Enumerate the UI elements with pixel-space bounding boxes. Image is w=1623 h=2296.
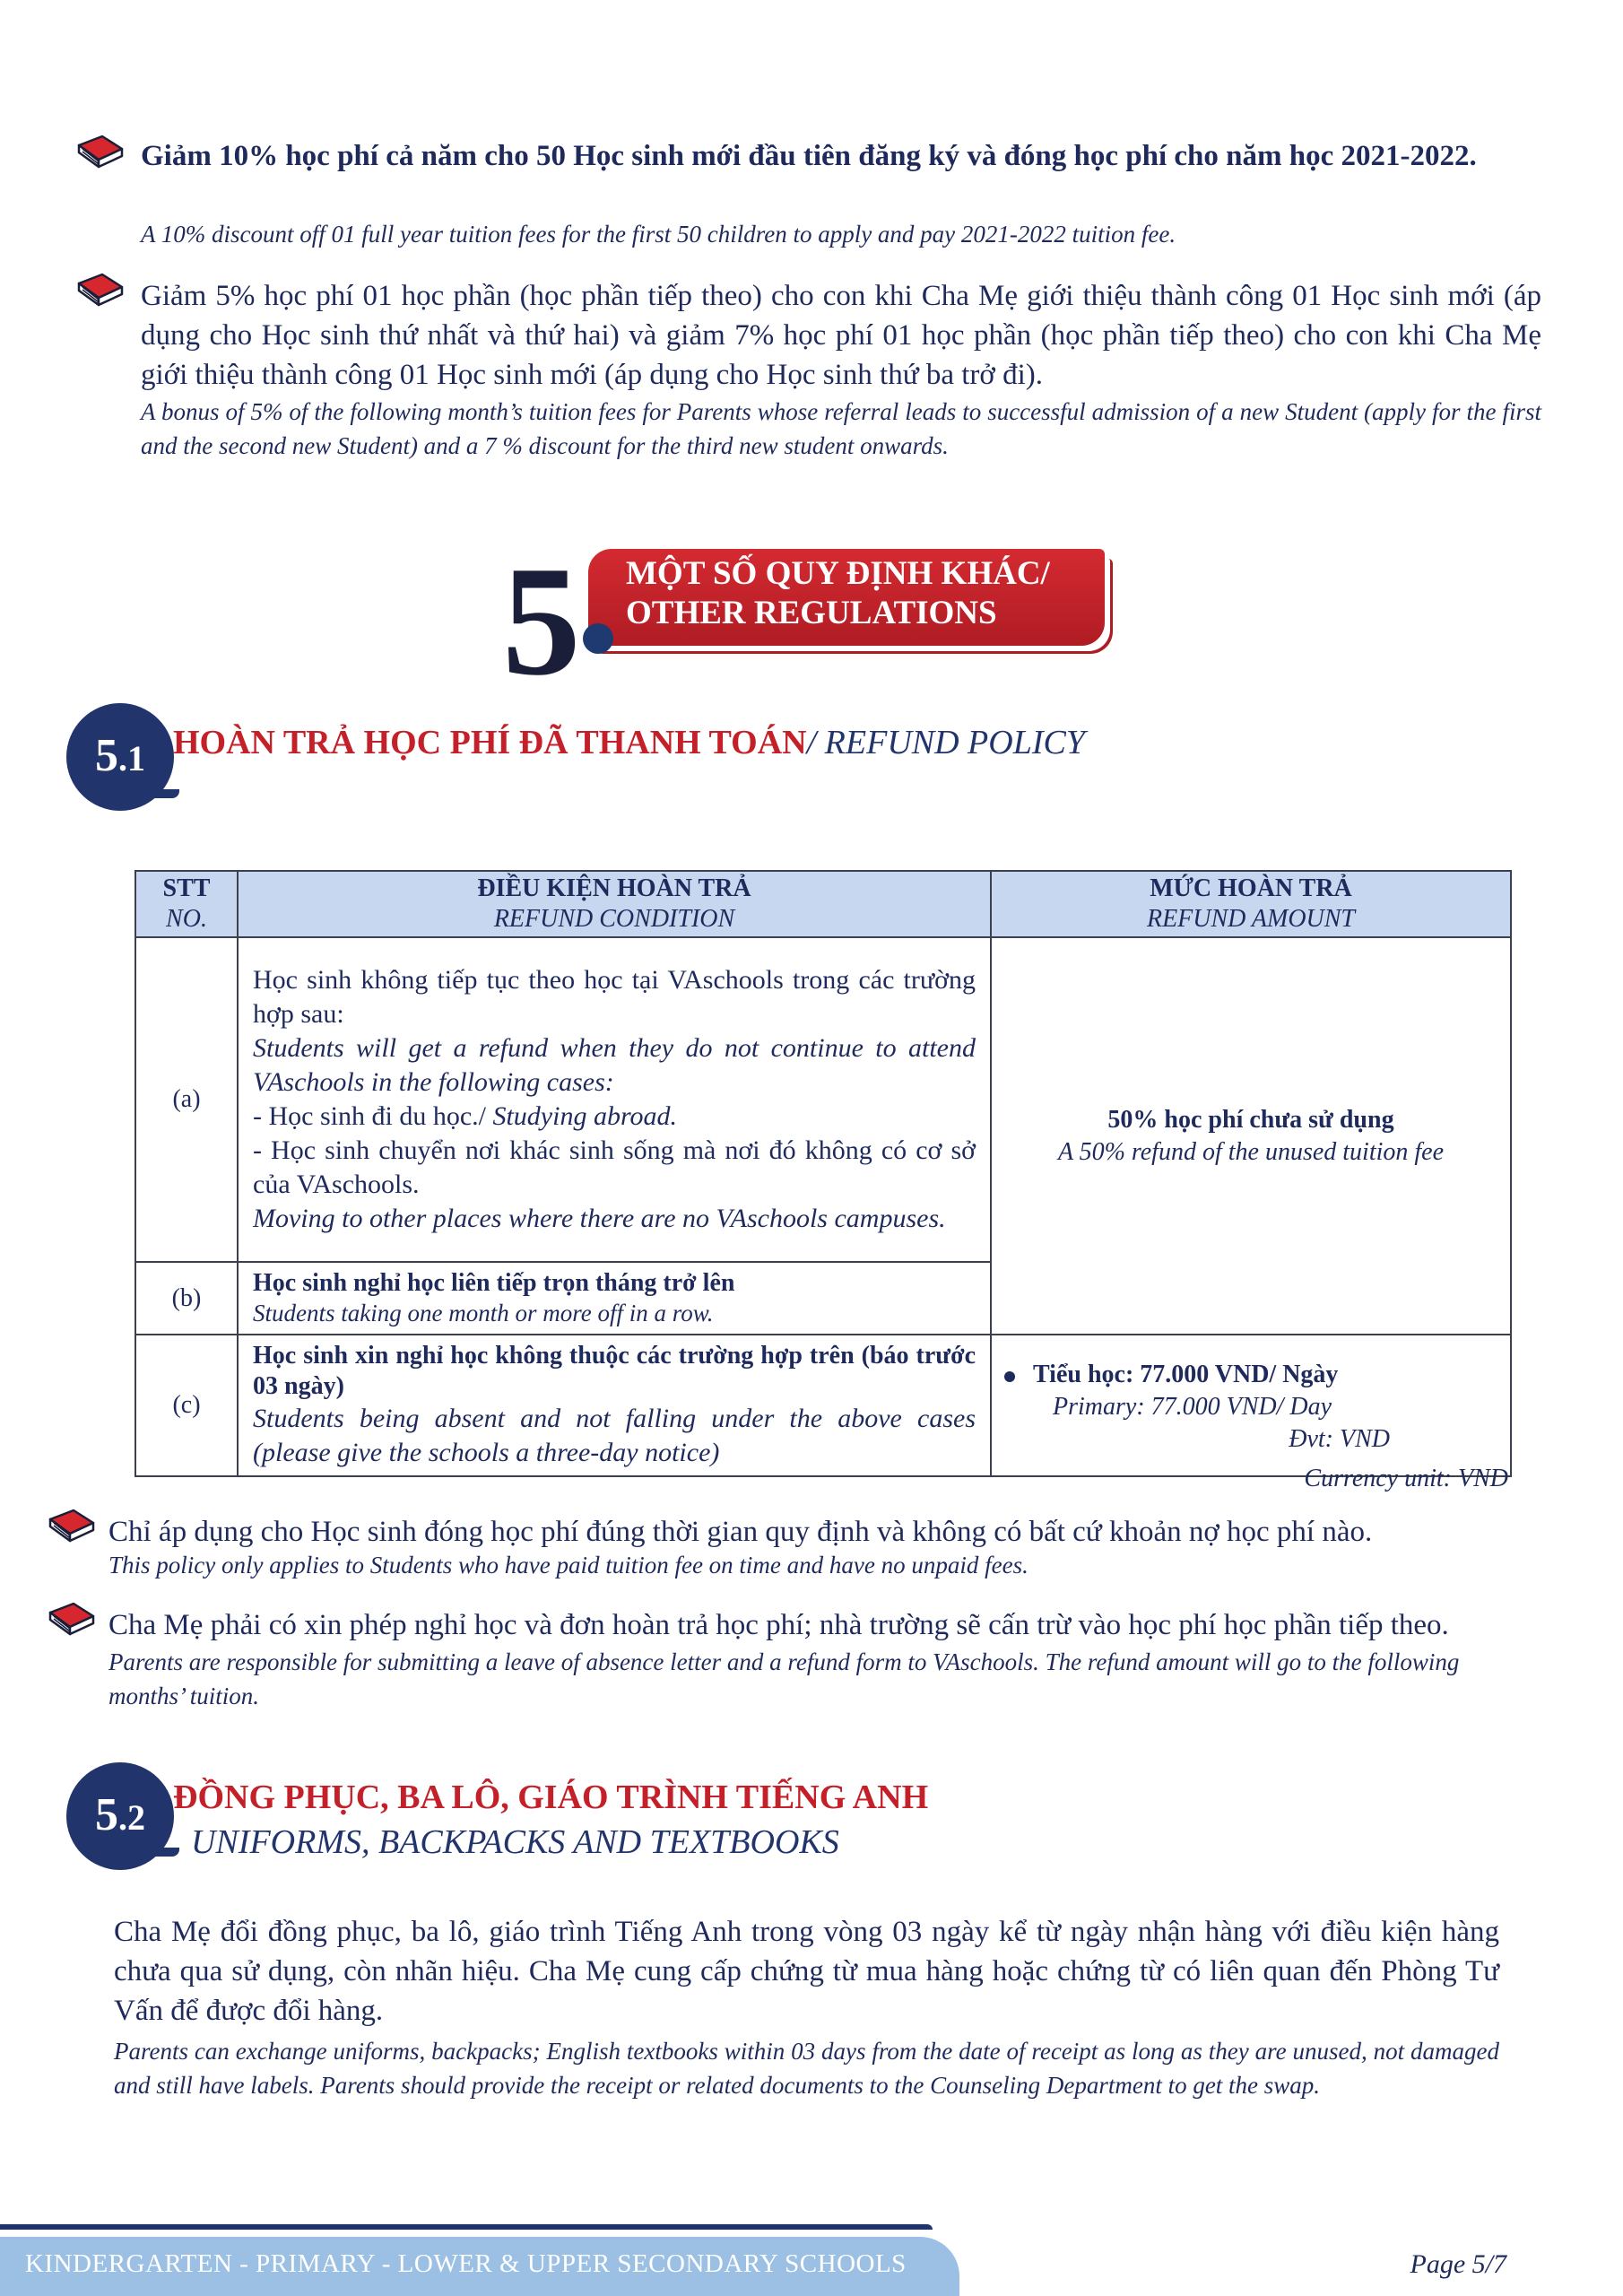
policy-note-2-vi: Cha Mẹ phải có xin phép nghỉ học và đơn hoàn trả học phí; nhà trường sẽ cấn trừ vào học phí học phần tiếp theo. bbox=[108, 1609, 1449, 1641]
bullet-dot bbox=[1004, 1371, 1015, 1382]
page-number: Page 5/7 bbox=[1410, 2249, 1506, 2279]
row-a-condition: Học sinh không tiếp tục theo học tại VAschools trong các trường hợp sau: Students will get a refund when they do not continue to attend VAschools in the following cases: - Học sinh đi du học./ Studying abroad. - Học sinh chuyển nơi khác sinh sống mà nơi đó không có cơ sở của VAschools. Moving to other places where there are no VAschools campuses. bbox=[238, 937, 991, 1262]
header-condition: ĐIỀU KIỆN HOÀN TRẢ REFUND CONDITION bbox=[238, 871, 991, 937]
badge-swoosh bbox=[108, 1848, 179, 1857]
section-title-banner bbox=[588, 549, 1105, 646]
bullet-2-vi: Giảm 5% học phí 01 học phần (học phần tiếp theo) cho con khi Cha Mẹ giới thiệu thành công 01 Học sinh mới (áp dụng cho Học sinh thứ nhất và thứ hai) và giảm 7% học phí 01 học phần (học phần tiếp theo) cho con khi Cha Mẹ giới thiệu thành công 01 Học sinh mới (áp dụng cho Học sinh thứ ba trở đi). bbox=[141, 280, 1541, 391]
badge-swoosh bbox=[108, 789, 179, 798]
red-book-stack-icon bbox=[47, 1600, 97, 1639]
amount-c: Tiểu học: 77.000 VND/ Ngày Primary: 77.000 VND/ Day Đvt: VND bbox=[991, 1335, 1511, 1476]
refund-table bbox=[135, 870, 1512, 1477]
table-row bbox=[135, 1335, 1511, 1476]
policy-note-2-en: Parents are responsible for submitting a leave of absence letter and a refund form to VAschools. The refund amount will go to the following months’ tuition. bbox=[108, 1648, 1460, 1709]
subsection-5-1-title bbox=[173, 721, 1085, 764]
section-title-line1: MỘT SỐ QUY ĐỊNH KHÁC/ bbox=[626, 555, 1050, 592]
red-book-stack-icon bbox=[75, 271, 126, 310]
red-book-stack-icon bbox=[47, 1507, 97, 1546]
row-b-stt: (b) bbox=[135, 1262, 238, 1335]
currency-unit-note: Currency unit: VND bbox=[1304, 1465, 1508, 1492]
policy-note-1-en: This policy only applies to Students who have paid tuition fee on time and have no unpaid fees. bbox=[108, 1552, 1028, 1578]
bullet-1-en: A 10% discount off 01 full year tuition fees for the first 50 children to apply and pay 2021-2022 tuition fee. bbox=[141, 221, 1176, 248]
bullet-1-vi: Giảm 10% học phí cả năm cho 50 Học sinh mới đầu tiên đăng ký và đóng học phí cho năm học 2021-2022. bbox=[141, 140, 1477, 172]
table-row bbox=[135, 937, 1511, 1262]
exchange-policy-vi: Cha Mẹ đổi đồng phục, ba lô, giáo trình Tiếng Anh trong vòng 03 ngày kể từ ngày nhận hàng với điều kiện hàng chưa qua sử dụng, còn nhãn hiệu. Cha Mẹ cung cấp chứng từ mua hàng hoặc chứng từ có liên quan đến Phòng Tư Vấn để được đổi hàng. bbox=[114, 1916, 1499, 2027]
section-dot bbox=[583, 623, 613, 654]
red-book-stack-icon bbox=[75, 133, 126, 172]
footer-accent-line bbox=[0, 2224, 933, 2230]
amount-a-b: 50% học phí chưa sử dụng A 50% refund of the unused tuition fee bbox=[991, 937, 1511, 1335]
row-c-condition: Học sinh xin nghỉ học không thuộc các trường hợp trên (báo trước 03 ngày) Students being absent and not falling under the above cases (please give the schools a three-day notice) bbox=[238, 1335, 991, 1476]
footer-school-levels: KINDERGARTEN - PRIMARY - LOWER & UPPER SECONDARY SCHOOLS bbox=[25, 2249, 907, 2278]
table-header-row bbox=[135, 871, 1511, 937]
subsection-5-2-title-en: UNIFORMS, BACKPACKS AND TEXTBOOKS bbox=[191, 1823, 839, 1861]
row-a-stt: (a) bbox=[135, 937, 238, 1262]
bullet-2-en: A bonus of 5% of the following month’s tuition fees for Parents whose referral leads to successful admission of a new Student (apply for the first and the second new Student) and a 7 % discount for the third new student onwards. bbox=[141, 398, 1541, 459]
policy-note-1-vi: Chỉ áp dụng cho Học sinh đóng học phí đúng thời gian quy định và không có bất cứ khoản nợ học phí nào. bbox=[108, 1516, 1373, 1548]
title-en: / REFUND POLICY bbox=[806, 724, 1085, 761]
subsection-5-2-badge: 5.2 bbox=[66, 1762, 174, 1870]
exchange-policy-en: Parents can exchange uniforms, backpacks; English textbooks within 03 days from the date of receipt as long as they are unused, not damaged and still have labels. Parents should provide the receipt or related documents to the Counseling Department to get the swap. bbox=[114, 2038, 1499, 2099]
section-number: 5 bbox=[502, 534, 577, 708]
section-title-line2: OTHER REGULATIONS bbox=[626, 595, 997, 631]
row-c-stt: (c) bbox=[135, 1335, 238, 1476]
row-b-condition: Học sinh nghỉ học liên tiếp trọn tháng trở lên Students taking one month or more off in a row. bbox=[238, 1262, 991, 1335]
subsection-5-2-title-vi: ĐỒNG PHỤC, BA LÔ, GIÁO TRÌNH TIẾNG ANH bbox=[173, 1779, 929, 1816]
title-vi: HOÀN TRẢ HỌC PHÍ ĐÃ THANH TOÁN bbox=[173, 724, 807, 761]
header-amount: MỨC HOÀN TRẢ REFUND AMOUNT bbox=[991, 871, 1511, 937]
subsection-5-1-badge: 5.1 bbox=[66, 703, 174, 811]
header-stt: STT NO. bbox=[135, 871, 238, 937]
